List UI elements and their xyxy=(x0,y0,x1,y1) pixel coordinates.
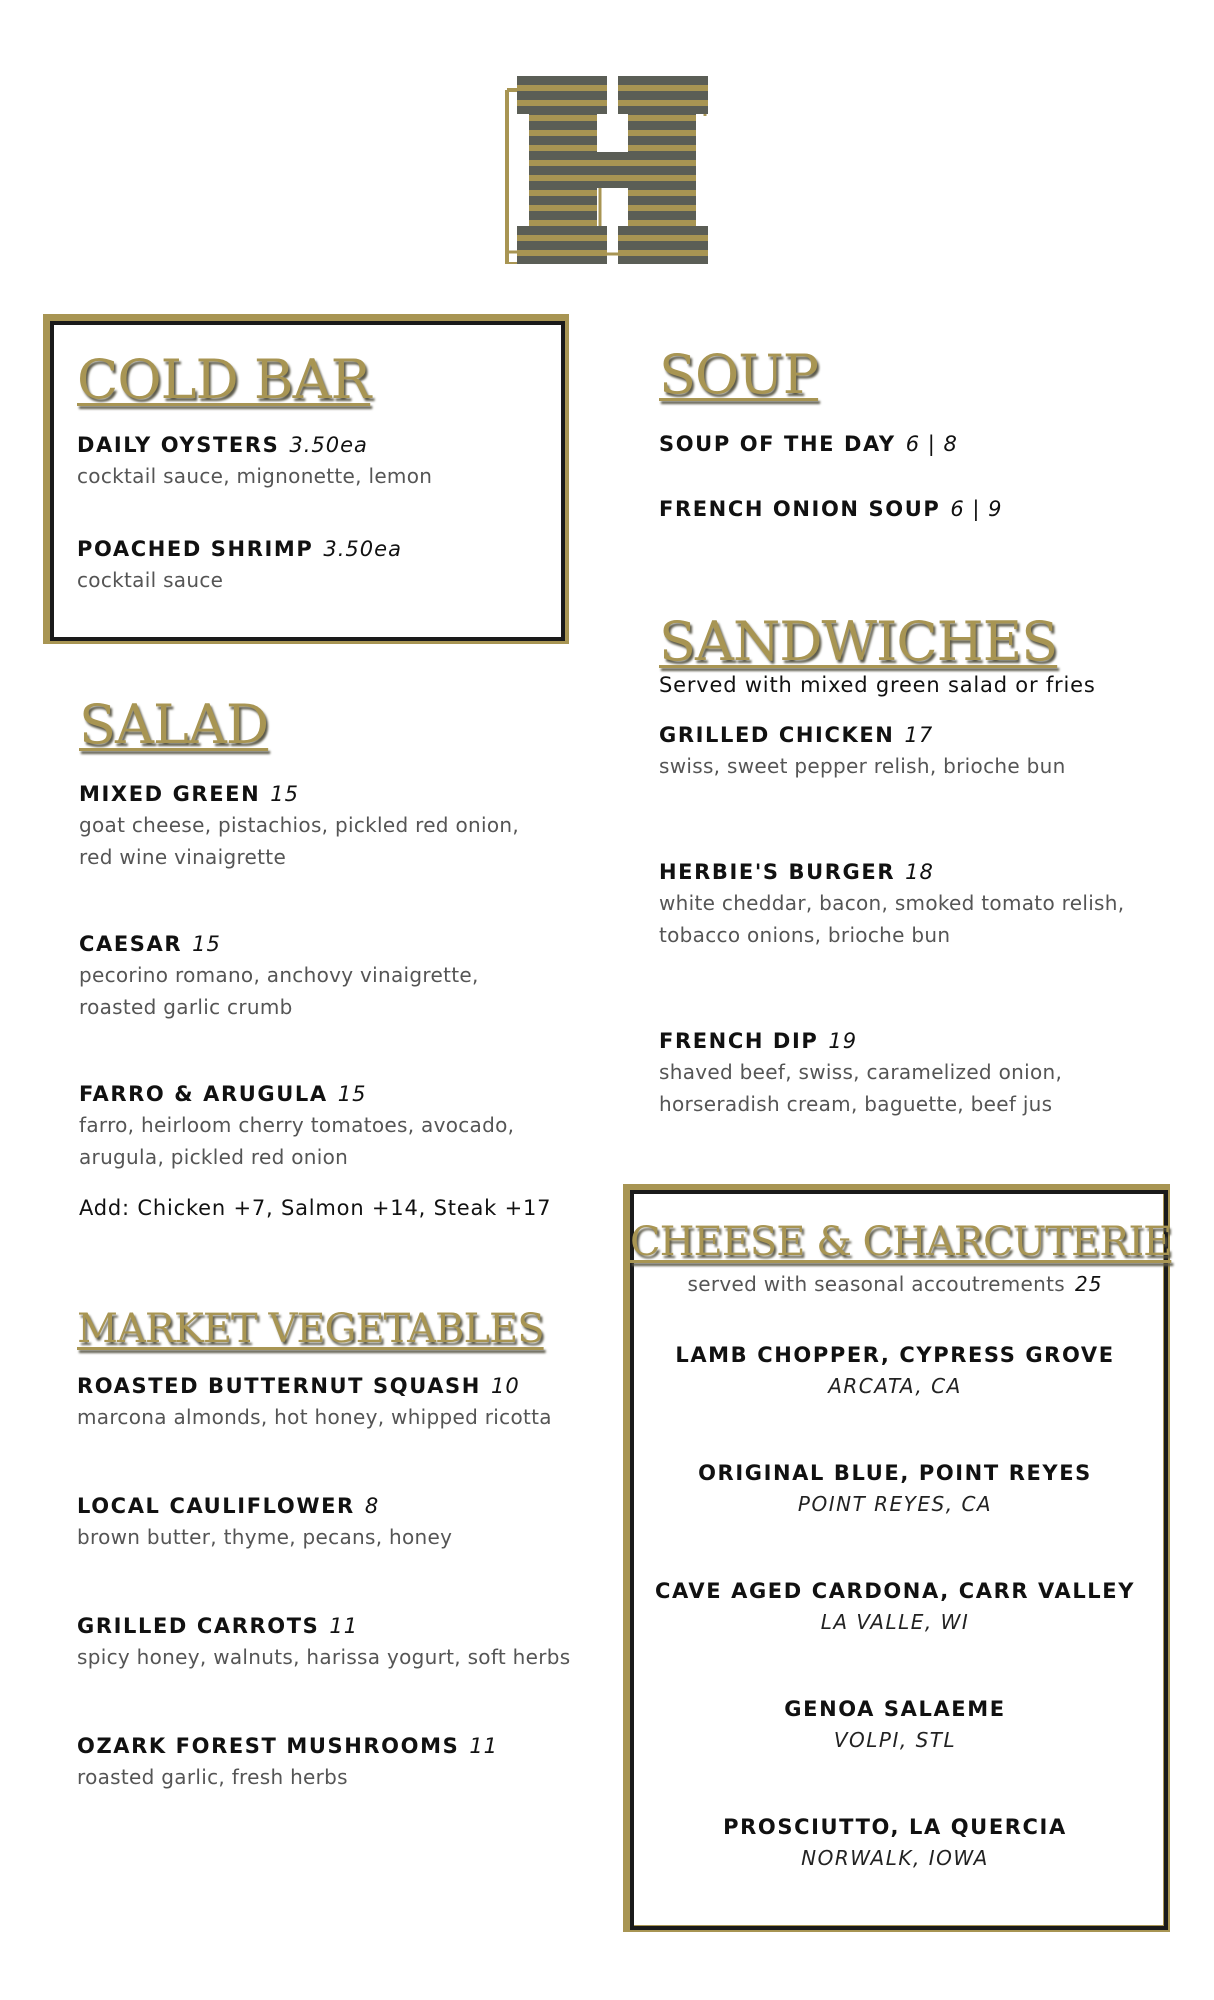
cheese-item xyxy=(630,1812,1160,1874)
item-price: 8 xyxy=(364,1494,380,1518)
item-desc-line2: arugula, pickled red onion xyxy=(79,1145,349,1169)
sandwiches-subtitle: Served with mixed green salad or fries xyxy=(659,673,1096,697)
logo-stripe xyxy=(505,181,720,190)
cold-bar-section xyxy=(77,350,547,596)
market-vegetables-heading: MARKET VEGETABLES xyxy=(77,1306,544,1352)
sandwiches-section xyxy=(659,612,1179,1120)
item-origin: NORWALK, IOWA xyxy=(801,1846,989,1870)
item-price: 6 | 8 xyxy=(905,432,958,456)
salad-heading: SALAD xyxy=(79,693,269,756)
logo-stripe xyxy=(505,91,720,100)
logo-stripe xyxy=(505,136,720,145)
item-price: 15 xyxy=(270,782,299,806)
item-desc-line2: tobacco onions, brioche bun xyxy=(659,923,951,947)
item-origin: VOLPI, STL xyxy=(833,1728,957,1752)
logo-stripe xyxy=(505,106,720,115)
item-desc: goat cheese, pistachios, pickled red onion, xyxy=(79,813,519,837)
item-name: LOCAL CAULIFLOWER xyxy=(77,1494,355,1518)
item-name: GENOA SALAEME xyxy=(784,1697,1006,1721)
item-name: FRENCH ONION SOUP xyxy=(659,497,941,521)
item-name: FARRO & ARUGULA xyxy=(79,1082,328,1106)
logo-stripe xyxy=(505,196,720,205)
item-name: FRENCH DIP xyxy=(659,1029,819,1053)
item-desc: roasted garlic, fresh herbs xyxy=(77,1765,348,1789)
item-name: ORIGINAL BLUE, POINT REYES xyxy=(698,1461,1092,1485)
menu-item xyxy=(79,929,579,1023)
item-origin: LA VALLE, WI xyxy=(820,1610,970,1634)
item-origin: ARCATA, CA xyxy=(828,1374,962,1398)
item-desc: brown butter, thyme, pecans, honey xyxy=(77,1525,453,1549)
soup-heading: SOUP xyxy=(659,343,819,406)
item-price: 15 xyxy=(337,1082,367,1106)
item-desc-line2: red wine vinaigrette xyxy=(79,845,287,869)
salad-addons: Add: Chicken +7, Salmon +14, Steak +17 xyxy=(79,1196,552,1220)
menu-item xyxy=(77,1611,597,1673)
h-logo xyxy=(505,76,720,264)
cheese-section xyxy=(630,1218,1172,1874)
menu-item xyxy=(659,1026,1179,1120)
market-vegetables-section xyxy=(77,1305,597,1793)
item-desc: cocktail sauce, mignonette, lemon xyxy=(77,464,433,488)
menu-item xyxy=(77,1371,597,1433)
item-desc: cocktail sauce xyxy=(77,568,224,592)
logo-stripe xyxy=(505,166,720,175)
cheese-subtitle: served with seasonal accoutrements xyxy=(687,1272,1065,1296)
logo-stripe xyxy=(505,226,720,235)
logo-stripe xyxy=(505,151,720,160)
cheese-item xyxy=(630,1576,1160,1638)
cheese-heading: CHEESE & CHARCUTERIE xyxy=(630,1219,1172,1265)
item-name: POACHED SHRIMP xyxy=(77,537,314,561)
item-desc: spicy honey, walnuts, harissa yogurt, soft herbs xyxy=(77,1645,571,1669)
soup-section xyxy=(659,345,1159,524)
item-name: ROASTED BUTTERNUT SQUASH xyxy=(77,1374,481,1398)
menu-item xyxy=(77,430,547,492)
item-name: CAESAR xyxy=(79,932,183,956)
item-desc: swiss, sweet pepper relish, brioche bun xyxy=(659,754,1066,778)
item-name: CAVE AGED CARDONA, CARR VALLEY xyxy=(654,1579,1136,1603)
item-price: 18 xyxy=(905,860,934,884)
logo-stripe xyxy=(505,241,720,250)
item-desc: marcona almonds, hot honey, whipped ricotta xyxy=(77,1405,552,1429)
item-price: 11 xyxy=(329,1614,359,1638)
item-name: OZARK FOREST MUSHROOMS xyxy=(77,1734,460,1758)
cheese-item xyxy=(630,1340,1160,1402)
logo-stripe xyxy=(505,211,720,220)
menu-item xyxy=(77,1491,597,1553)
logo-stripe xyxy=(505,121,720,130)
item-name: DAILY OYSTERS xyxy=(77,433,280,457)
item-name: MIXED GREEN xyxy=(79,782,261,806)
menu-item xyxy=(77,1731,597,1793)
menu-item xyxy=(659,494,1159,524)
logo-stripe xyxy=(505,76,720,85)
salad-section xyxy=(79,695,579,1223)
item-price: 15 xyxy=(192,932,221,956)
cheese-item xyxy=(630,1458,1160,1520)
item-price: 3.50ea xyxy=(323,537,402,561)
item-desc-line2: horseradish cream, baguette, beef jus xyxy=(659,1092,1053,1116)
menu-item xyxy=(77,534,547,596)
logo-stripe xyxy=(505,256,720,264)
item-name: LAMB CHOPPER, CYPRESS GROVE xyxy=(675,1343,1115,1367)
menu-item xyxy=(659,857,1179,951)
item-price: 10 xyxy=(490,1374,520,1398)
menu-item xyxy=(79,1079,579,1173)
cheese-item xyxy=(630,1694,1160,1756)
menu-item xyxy=(79,779,579,873)
item-desc-line2: roasted garlic crumb xyxy=(79,995,293,1019)
item-name: HERBIE'S BURGER xyxy=(659,860,896,884)
menu-item xyxy=(659,720,1179,782)
item-price: 3.50ea xyxy=(289,433,368,457)
item-name: GRILLED CHICKEN xyxy=(659,723,895,747)
cheese-price: 25 xyxy=(1074,1272,1103,1296)
sandwiches-heading: SANDWICHES xyxy=(659,610,1058,673)
item-price: 6 | 9 xyxy=(950,497,1003,521)
item-name: GRILLED CARROTS xyxy=(77,1614,320,1638)
item-desc: white cheddar, bacon, smoked tomato relish, xyxy=(659,891,1125,915)
item-desc: shaved beef, swiss, caramelized onion, xyxy=(659,1060,1063,1084)
item-name: SOUP OF THE DAY xyxy=(659,432,896,456)
item-desc: pecorino romano, anchovy vinaigrette, xyxy=(79,963,479,987)
cold-bar-heading: COLD BAR xyxy=(77,348,371,411)
item-price: 19 xyxy=(828,1029,858,1053)
item-desc: farro, heirloom cherry tomatoes, avocado, xyxy=(79,1113,515,1137)
item-price: 17 xyxy=(904,723,934,747)
item-origin: POINT REYES, CA xyxy=(797,1492,993,1516)
item-price: 11 xyxy=(469,1734,499,1758)
item-name: PROSCIUTTO, LA QUERCIA xyxy=(723,1815,1067,1839)
menu-item xyxy=(659,429,1159,459)
